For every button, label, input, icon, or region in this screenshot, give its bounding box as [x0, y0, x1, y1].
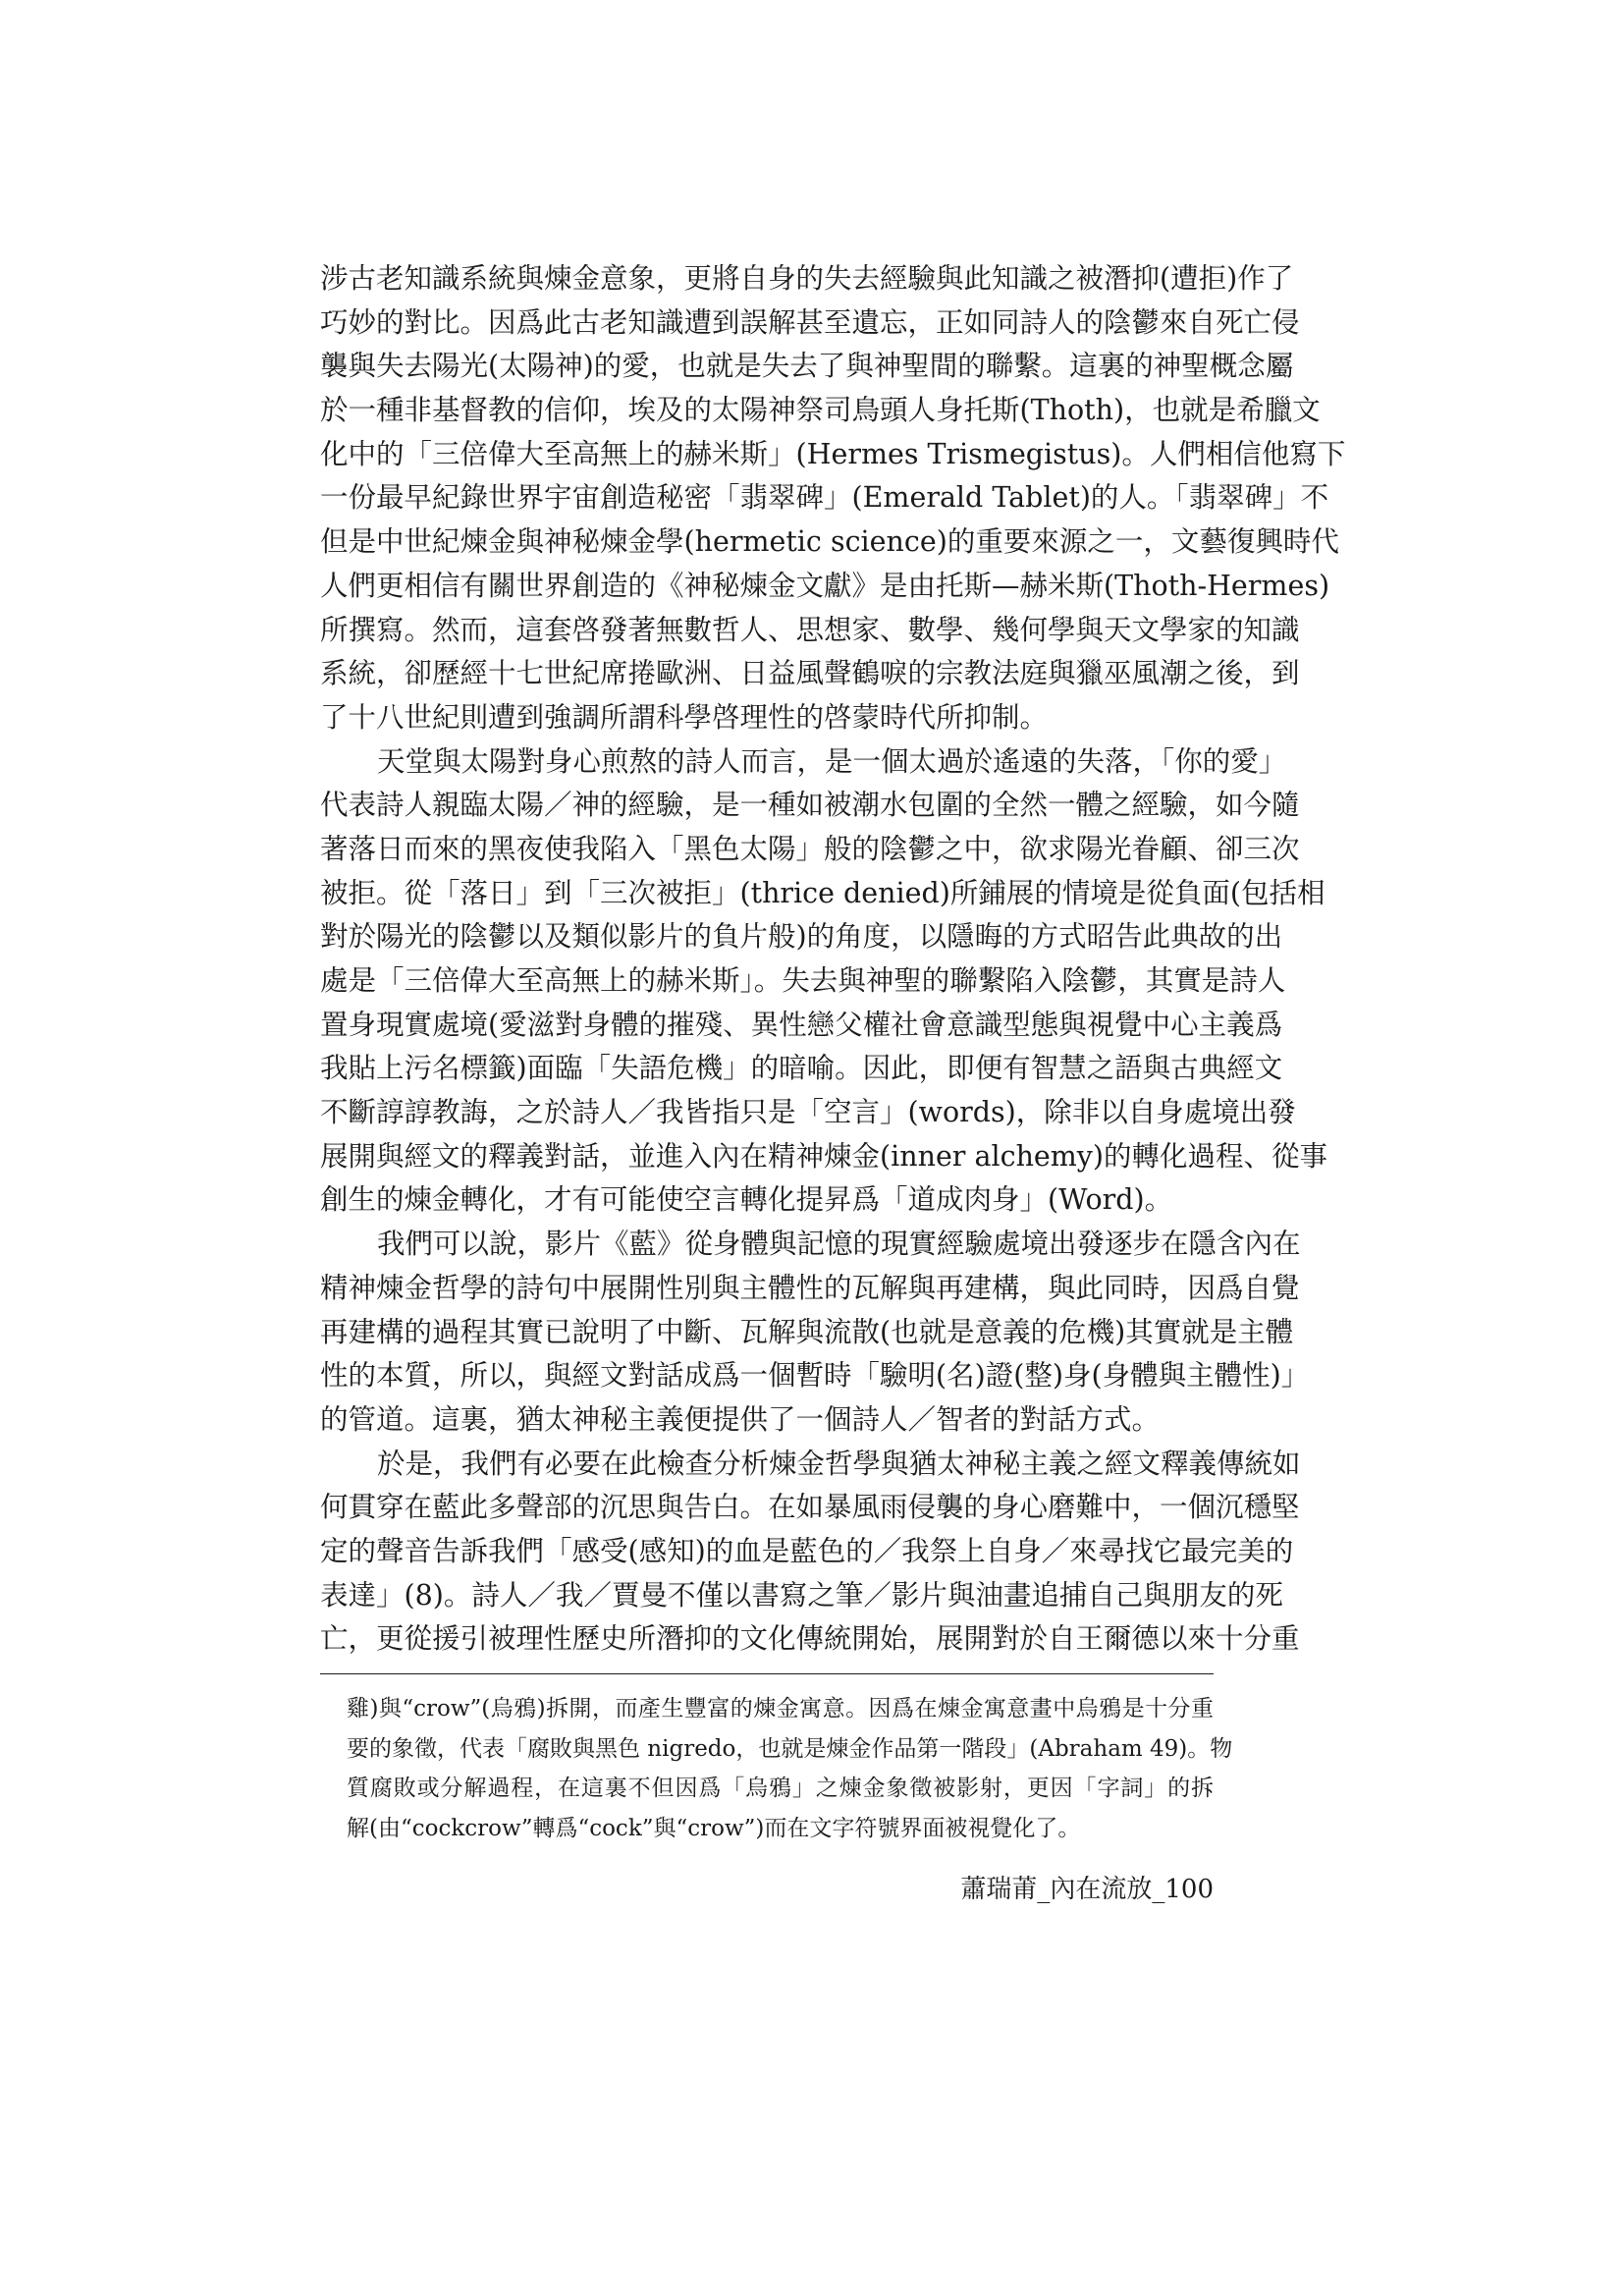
- text-line: 置身現實處境(愛滋對身體的摧殘、異性戀父權社會意識型態與視覺中心主義爲: [320, 1008, 1283, 1041]
- text-line: 表達」(8)。詩人／我／賈曼不僅以書寫之筆／影片與油畫追捕自己與朋友的死: [320, 1578, 1283, 1612]
- text-line: 代表詩人親臨太陽／神的經驗，是一種如被潮水包圍的全然一體之經驗，如今隨: [320, 789, 1300, 822]
- text-line: 襲與失去陽光(太陽神)的愛，也就是失去了與神聖間的聯繫。這裏的神聖概念屬: [320, 350, 1294, 383]
- text-line: 於是，我們有必要在此檢查分析煉金哲學與猶太神秘主義之經文釋義傳統如: [377, 1447, 1301, 1480]
- text-line: 涉古老知識系統與煉金意象，更將自身的失去經驗與此知識之被潛抑(遭拒)作了: [320, 262, 1294, 295]
- text-line: 處是「三倍偉大至高無上的赫米斯」。失去與神聖的聯繫陷入陰鬱，其實是詩人: [320, 964, 1286, 997]
- paragraph-2: [320, 740, 1328, 1224]
- page-footer: 蕭瑞莆_內在流放_100: [960, 1875, 1214, 1904]
- text-line: 系統，卻歷經十七世紀席捲歐洲、日益風聲鶴唳的宗教法庭與獵巫風潮之後，到: [320, 657, 1300, 690]
- text-line: 化中的「三倍偉大至高無上的赫米斯」(Hermes Trismegistus)。人們相信他寫下: [320, 437, 1346, 470]
- footnote: [347, 1689, 1233, 1849]
- text-line: 我們可以說，影片《藍》從身體與記憶的現實經驗處境出發逐步在隱含內在: [377, 1228, 1301, 1261]
- text-line: 定的聲音告訴我們「感受(感知)的血是藍色的／我祭上自身／來尋找它最完美的: [320, 1534, 1294, 1567]
- footnote-line: 解(由“cockcrow”轉爲“cock”與“crow”)而在文字符號界面被視覺化了。: [347, 1816, 1081, 1842]
- text-line: 了十八世紀則遭到強調所謂科學啓理性的啓蒙時代所抑制。: [320, 700, 1049, 734]
- text-line: 不斷諄諄教誨，之於詩人／我皆指只是「空言」(words)，除非以自身處境出發: [320, 1096, 1296, 1129]
- paragraph-3: [320, 1223, 1310, 1442]
- text-line: 被拒。從「落日」到「三次被拒」(thrice denied)所鋪展的情境是從負面(包括相: [320, 876, 1325, 909]
- text-line: 創生的煉金轉化，才有可能使空言轉化提昇爲「道成肉身」(Word)。: [320, 1183, 1173, 1217]
- paragraph-1: [320, 257, 1346, 740]
- text-line: 再建構的過程其實已說明了中斷、瓦解與流散(也就是意義的危機)其實就是主體: [320, 1315, 1294, 1348]
- footnote-line: 要的象徵，代表「腐敗與黑色 nigredo，也就是煉金作品第一階段」(Abraham 49)。物: [347, 1735, 1233, 1762]
- text-line: 對於陽光的陰鬱以及類似影片的負片般)的角度，以隱晦的方式昭告此典故的出: [320, 920, 1283, 954]
- text-line: 展開與經文的釋義對話，並進入內在精神煉金(inner alchemy)的轉化過程、從事: [320, 1139, 1328, 1173]
- text-line: 所撰寫。然而，這套啓發著無數哲人、思想家、數學、幾何學與天文學家的知識: [320, 613, 1300, 646]
- footnote-divider: [320, 1673, 1214, 1674]
- paragraph-4: [320, 1443, 1301, 1662]
- text-line: 一份最早紀錄世界宇宙創造秘密「翡翠碑」(Emerald Tablet)的人。「翡翠碑」不: [320, 481, 1329, 515]
- text-line: 精神煉金哲學的詩句中展開性別與主體性的瓦解與再建構，與此同時，因爲自覺: [320, 1271, 1300, 1304]
- text-line: 亡，更從援引被理性歷史所潛抑的文化傳統開始，展開對於自王爾德以來十分重: [320, 1622, 1300, 1656]
- text-line: 我貼上污名標籤)面臨「失語危機」的暗喻。因此，即便有智慧之語與古典經文: [320, 1052, 1283, 1085]
- text-line: 天堂與太陽對身心煎熬的詩人而言，是一個太過於遙遠的失落，「你的愛」: [377, 744, 1287, 778]
- text-line: 著落日而來的黑夜使我陷入「黑色太陽」般的陰鬱之中，欲求陽光眷顧、卻三次: [320, 832, 1300, 865]
- text-line: 巧妙的對比。因爲此古老知識遭到誤解甚至遺忘，正如同詩人的陰鬱來自死亡侵: [320, 305, 1300, 339]
- body-text: [320, 257, 1346, 1662]
- text-line: 人們更相信有關世界創造的《神秘煉金文獻》是由托斯—赫米斯(Thoth-Hermes): [320, 569, 1330, 602]
- text-line: 於一種非基督教的信仰，埃及的太陽神祭司鳥頭人身托斯(Thoth)，也就是希臘文: [320, 394, 1321, 427]
- text-line: 但是中世紀煉金與神秘煉金學(hermetic science)的重要來源之一，文藝復興時代: [320, 525, 1339, 559]
- text-line: 何貫穿在藍此多聲部的沉思與告白。在如暴風雨侵襲的身心磨難中，一個沉穩堅: [320, 1491, 1300, 1524]
- text-line: 性的本質，所以，與經文對話成爲一個暫時「驗明(名)證(整)身(身體與主體性)」: [320, 1359, 1310, 1393]
- footnote-line: 質腐敗或分解過程，在這裏不但因爲「烏鴉」之煉金象徵被影射，更因「字詞」的拆: [347, 1776, 1214, 1802]
- footnote-line: 雞)與“crow”(烏鴉)拆開，而產生豐富的煉金寓意。因爲在煉金寓意畫中烏鴉是十分重: [347, 1696, 1214, 1722]
- text-line: 的管道。這裏，猶太神秘主義便提供了一個詩人／智者的對話方式。: [320, 1402, 1161, 1436]
